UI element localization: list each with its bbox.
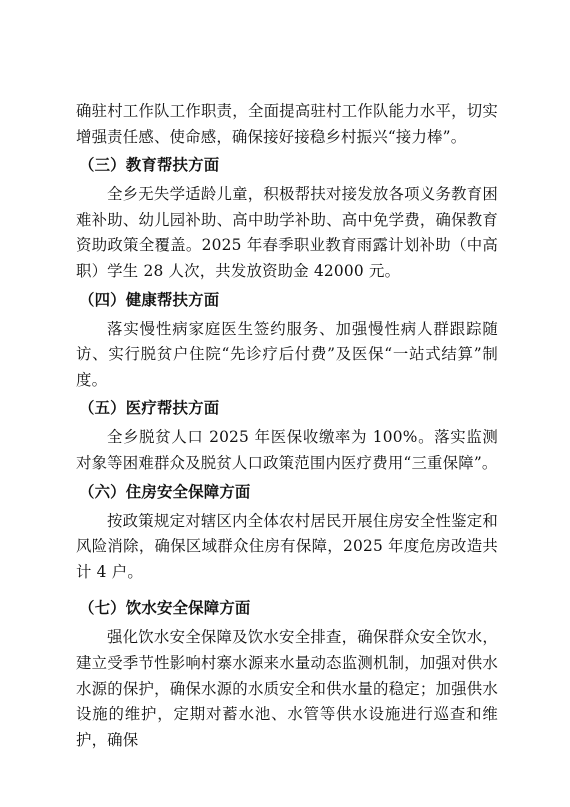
section-heading-water: （七）饮水安全保障方面 [79, 599, 251, 618]
section-body-health: 落实慢性病家庭医生签约服务、加强慢性病人群跟踪随访、实行脱贫户住院“先诊疗后付费”及医保“一站式结算”制度。 [76, 319, 498, 389]
section-body-housing: 按政策规定对辖区内全体农村居民开展住房安全性鉴定和风险消除，确保区域群众住房有保障，2025 年度危房改造共计 4 户。 [76, 511, 498, 581]
section-heading-medical: （五）医疗帮扶方面 [79, 399, 220, 418]
section-body-medical: 全乡脱贫人口 2025 年医保收缴率为 100%。落实监测对象等困难群众及脱贫人口政策范围内医疗费用“三重保障”。 [76, 428, 498, 472]
continuation-paragraph: 确驻村工作队工作职责，全面提高驻村工作队能力水平，切实增强责任感、使命感，确保接好接稳乡村振兴“接力棒”。 [76, 102, 498, 146]
section-heading-health: （四）健康帮扶方面 [79, 290, 220, 309]
section-body-water: 强化饮水安全保障及饮水安全排查，确保群众安全饮水，建立受季节性影响村寨水源来水量动态监测机制，加强对供水水源的保护，确保水源的水质安全和供水量的稳定；加强供水设施的维护，定期对蓄水池、水管等供水设施进行巡查和维护，确保 [76, 628, 498, 749]
section-heading-education: （三）教育帮扶方面 [79, 156, 220, 175]
section-body-education: 全乡无失学适龄儿童，积极帮扶对接发放各项义务教育困难补助、幼儿园补助、高中助学补助、高中免学费，确保教育资助政策全覆盖。2025 年春季职业教育雨露计划补助（中高职）学生 28 人次，共发放资助金 42000 元。 [76, 185, 498, 280]
document-body [76, 99, 498, 753]
section-heading-housing: （六）住房安全保障方面 [79, 482, 251, 501]
